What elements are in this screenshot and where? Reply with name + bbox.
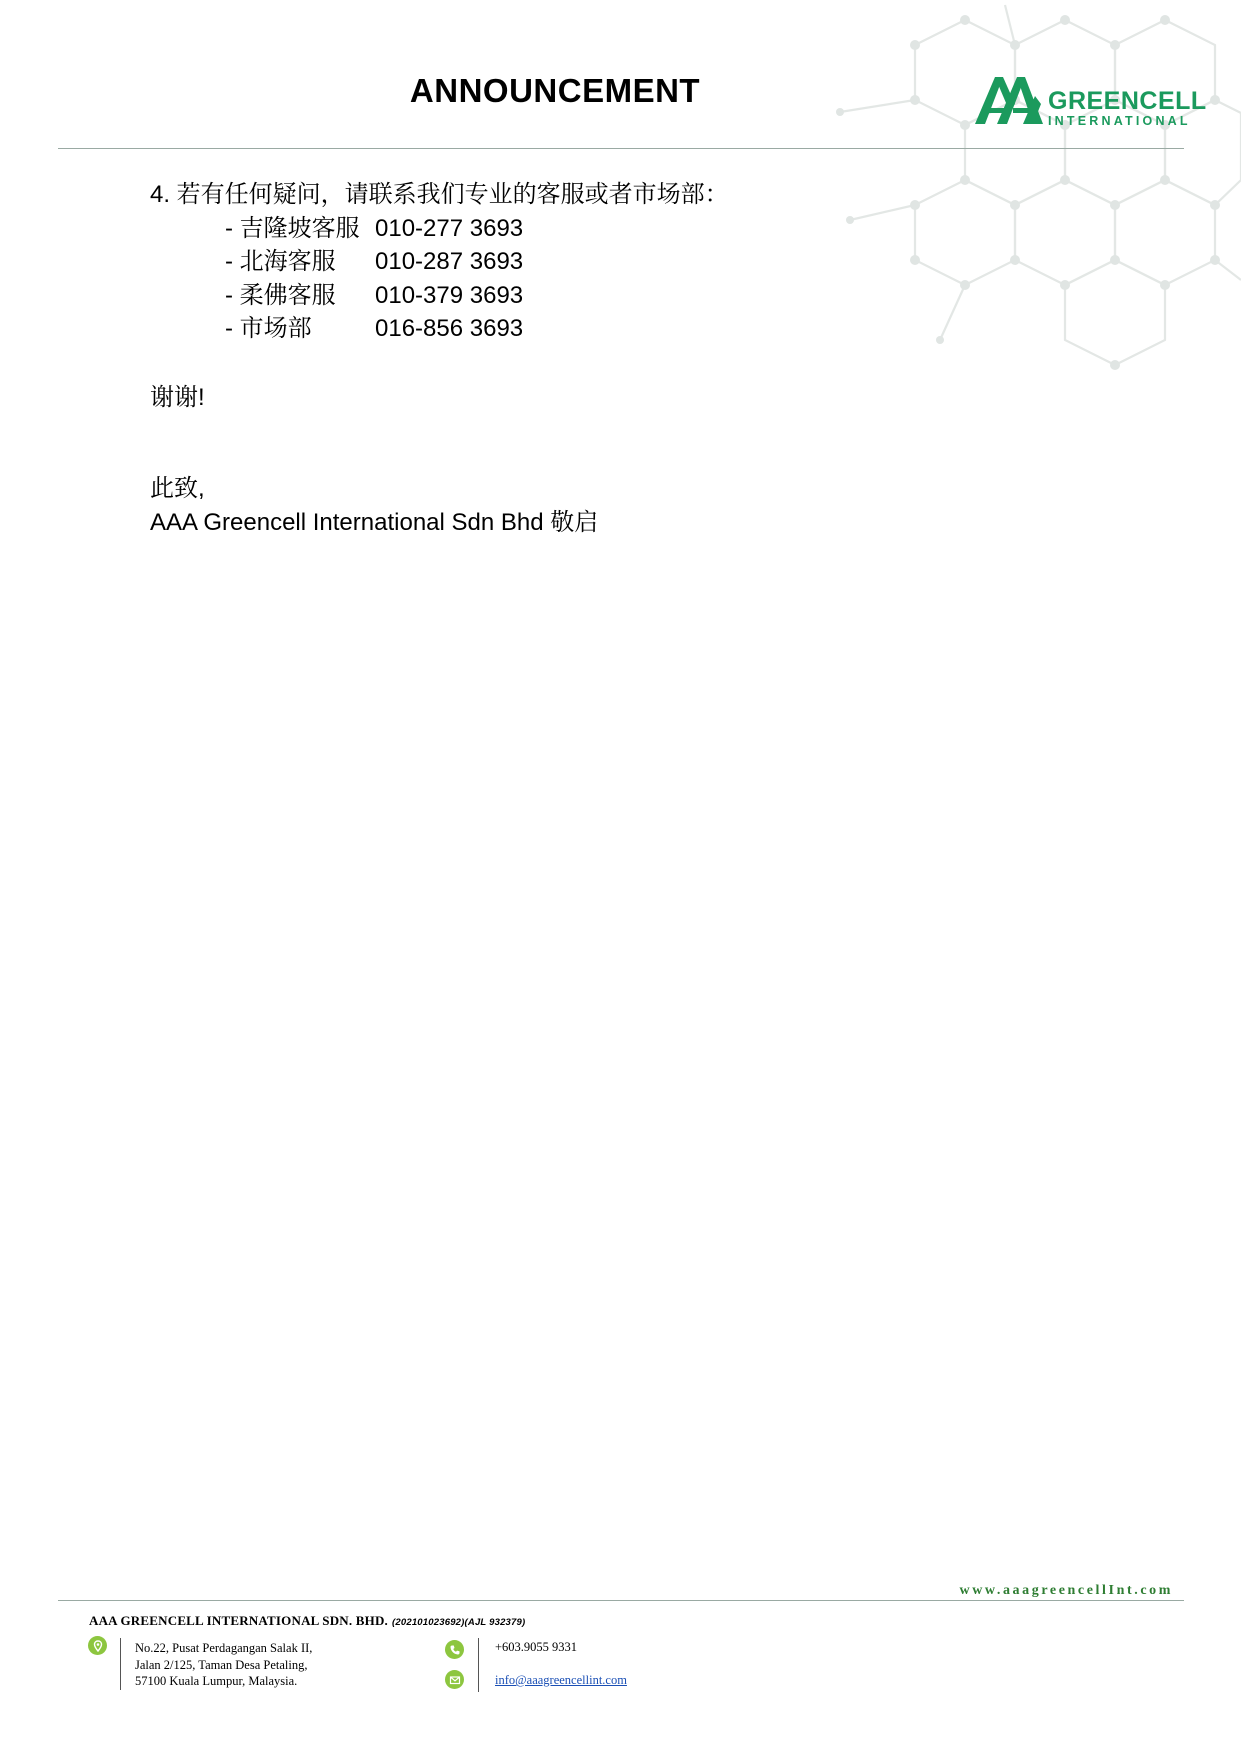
contact-row (150, 313, 729, 347)
footer-separator (478, 1638, 479, 1692)
hexagon-background (820, 0, 1241, 370)
address-line: Jalan 2/125, Taman Desa Petaling, (135, 1657, 308, 1672)
footer-separator (120, 1638, 121, 1690)
footer-email-link[interactable]: info@aaagreencellint.com (495, 1673, 627, 1687)
contact-phone: 016-856 3693 (375, 315, 524, 343)
contact-row (150, 279, 729, 313)
company-reg-no: (202101023692)(AJL 932379) (392, 1617, 526, 1628)
thanks-text: 谢谢! (150, 384, 205, 411)
contact-name: - 北海客服 (225, 248, 336, 276)
logo-text-greencell: GREENCELL (1048, 87, 1207, 115)
header-divider (58, 148, 1184, 149)
mail-icon (445, 1670, 464, 1689)
contact-phone: 010-277 3693 (375, 214, 524, 242)
phone-icon (445, 1640, 464, 1659)
contact-name: - 市场部 (225, 315, 312, 343)
footer-phone: +603.9055 9331 (495, 1640, 578, 1654)
page-title: ANNOUNCEMENT (409, 72, 701, 109)
closing-salutation: 此致, (150, 475, 205, 502)
footer-company (89, 1613, 525, 1629)
contact-row (150, 246, 729, 280)
contact-name: - 柔佛客服 (225, 281, 336, 309)
logo-text-international: INTERNATIONAL (1048, 114, 1191, 128)
announcement-body (150, 178, 729, 540)
footer-address (135, 1640, 312, 1690)
closing-signature: AAA Greencell International Sdn Bhd 敬启 (150, 509, 599, 536)
contact-list (150, 212, 729, 346)
contact-phone: 010-379 3693 (375, 281, 524, 309)
contact-name: - 吉隆坡客服 (225, 214, 360, 242)
location-icon (88, 1636, 107, 1655)
contact-phone: 010-287 3693 (375, 248, 524, 276)
footer-divider (58, 1600, 1184, 1601)
inquiry-point: 4. 若有任何疑问，请联系我们专业的客服或者市场部： (150, 181, 729, 208)
address-line: No.22, Pusat Perdagangan Salak II, (135, 1641, 313, 1655)
contact-row (150, 212, 729, 246)
address-line: 57100 Kuala Lumpur, Malaysia. (135, 1674, 298, 1688)
website-link[interactable]: www.aaagreencellInt.com (959, 1583, 1173, 1598)
company-name: AAA GREENCELL INTERNATIONAL SDN. BHD. (89, 1613, 388, 1628)
